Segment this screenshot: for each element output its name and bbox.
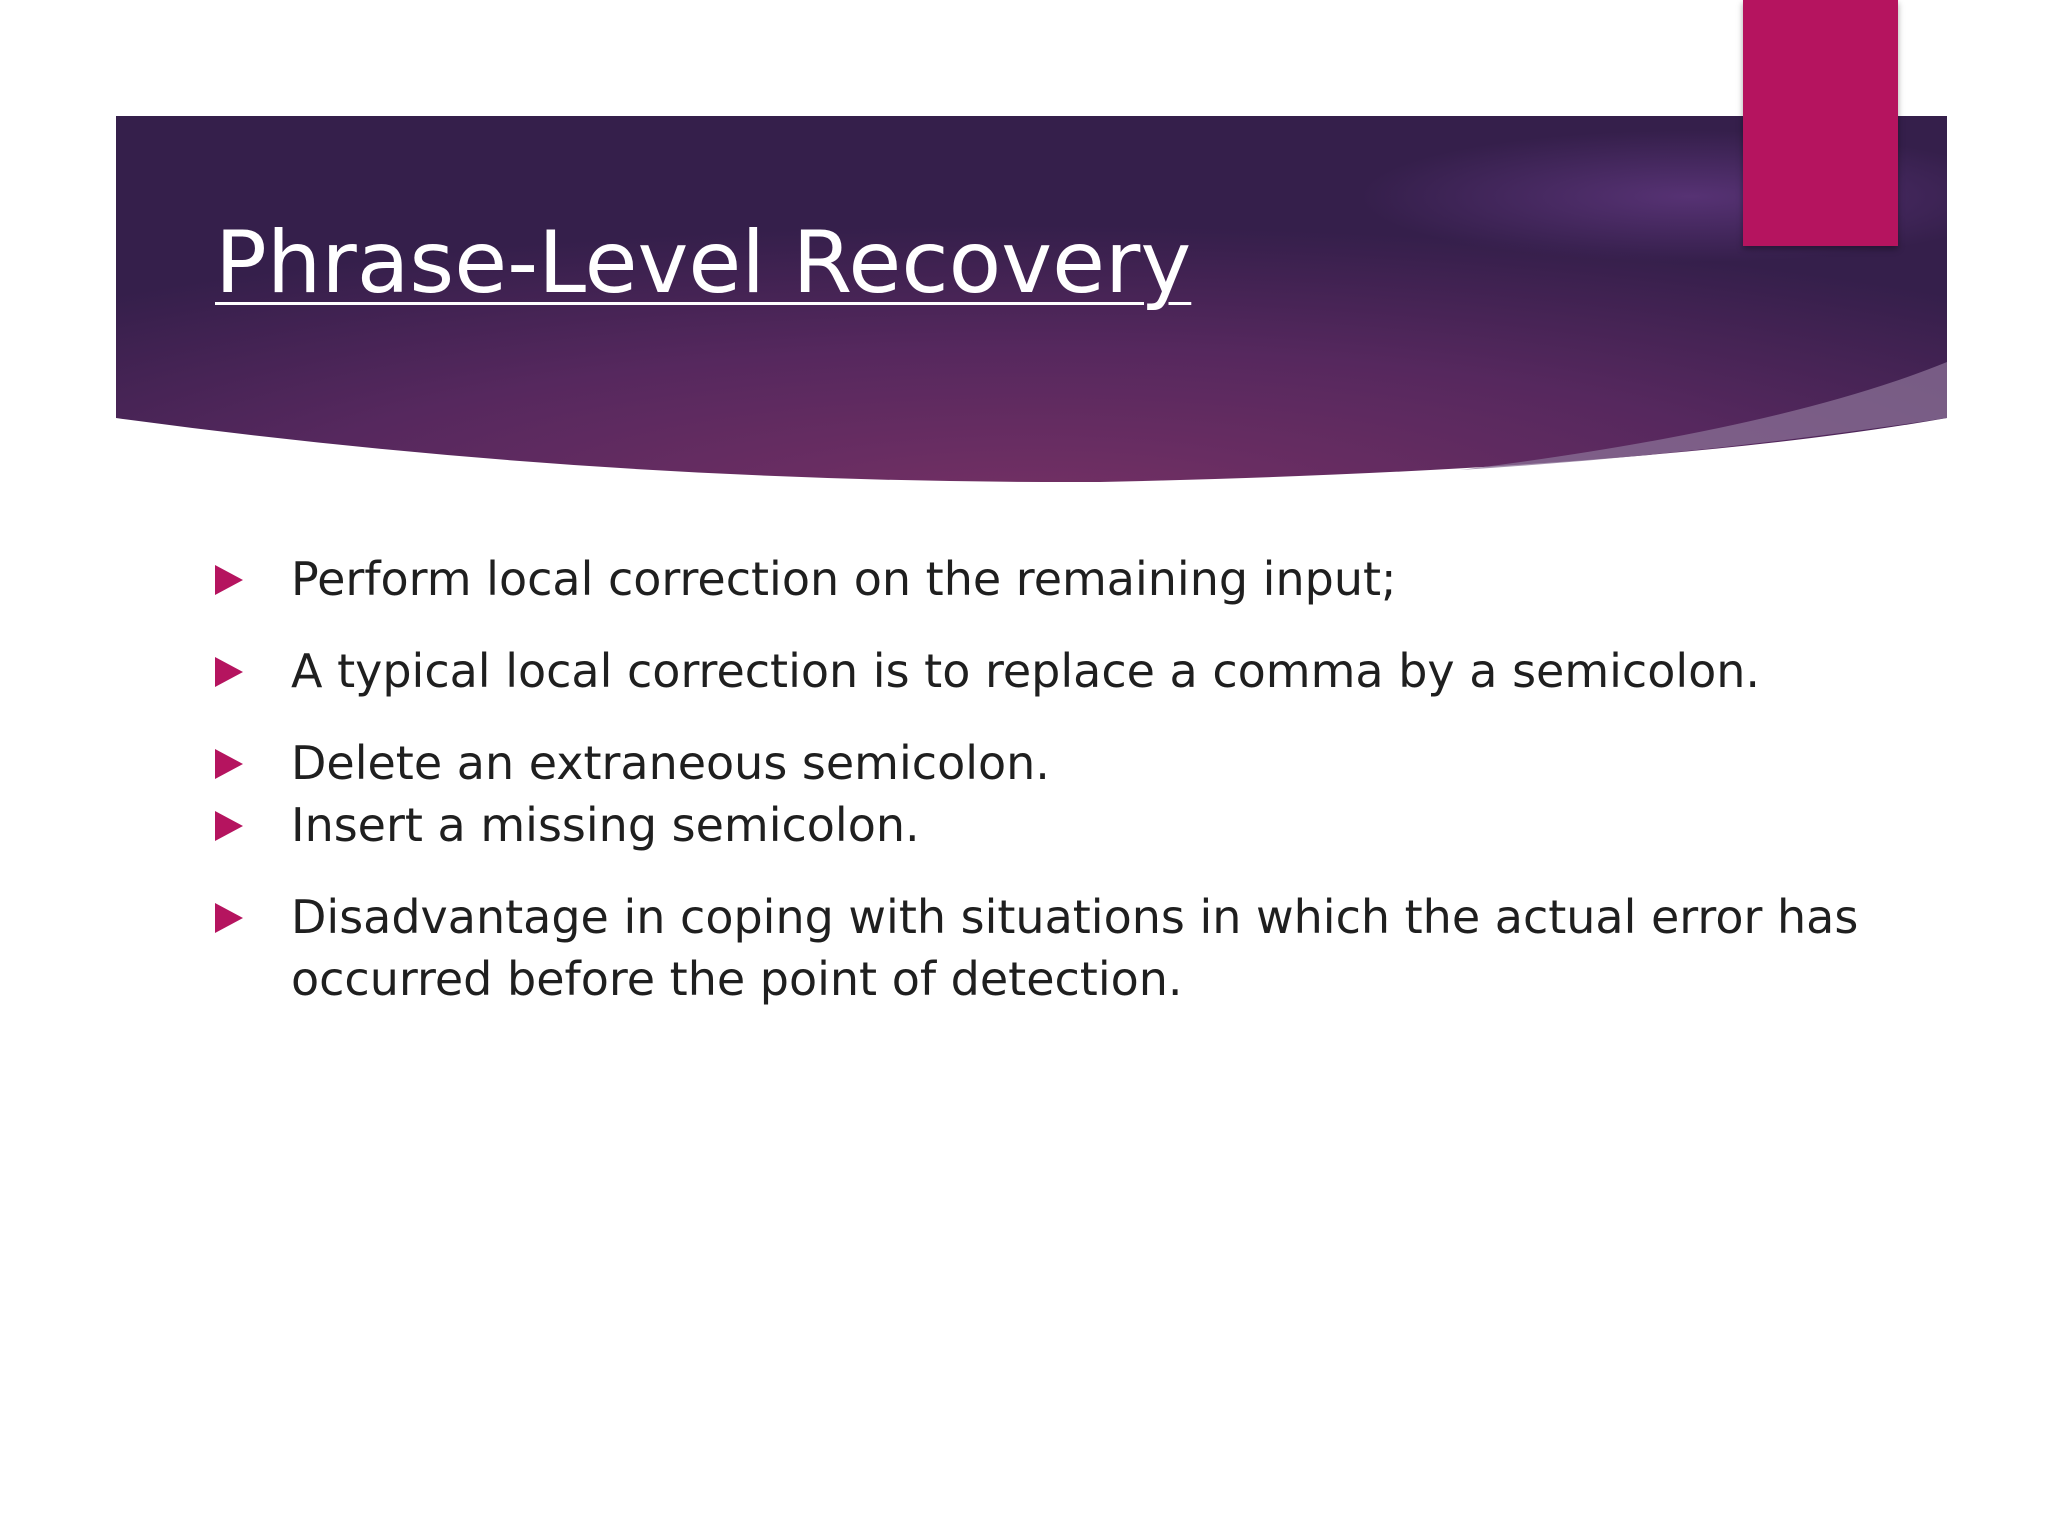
bullet-text: Insert a missing semicolon. [291,798,920,852]
accent-tab [1743,0,1898,246]
bullet-text: Delete an extraneous semicolon. [291,736,1050,790]
bullet-item [215,732,1865,794]
triangle-right-icon [215,565,243,595]
bullet-list [215,548,1865,1010]
triangle-right-icon [215,657,243,687]
bullet-item [215,548,1865,610]
bullet-text: A typical local correction is to replace a comma by a semicolon. [291,644,1761,698]
triangle-right-icon [215,811,243,841]
bullet-text: Disadvantage in coping with situations in which the actual error has occurred before the point of detection. [291,890,1859,1006]
bullet-text: Perform local correction on the remaining input; [291,552,1397,606]
slide-title: Phrase-Level Recovery [215,213,1192,313]
triangle-right-icon [215,903,243,933]
bullet-item [215,640,1865,702]
triangle-right-icon [215,749,243,779]
bullet-item [215,886,1865,1010]
bullet-item [215,794,1865,856]
